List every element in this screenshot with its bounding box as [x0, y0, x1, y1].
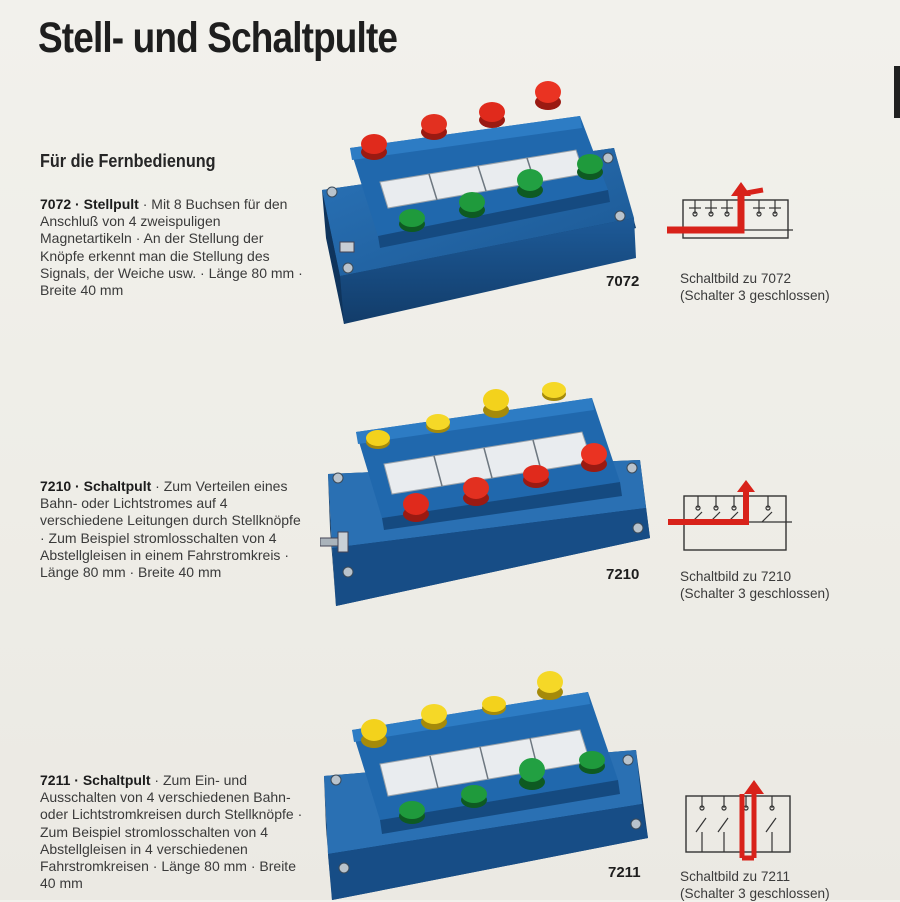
- wiring-diagram-7211: [680, 774, 800, 864]
- product-image-7072: [318, 78, 648, 326]
- product-description-7211: [40, 772, 308, 892]
- caption-title: Schaltbild zu 7211: [680, 869, 791, 884]
- product-text: · Mit 8 Buchsen für den Anschluß von 4 zweispuligen Magnetartikeln · An der Stellung der Knöpfe erkennt man die Stellung des Signals, der Weiche usw. · Länge 80 mm · Breite 40 mm: [40, 196, 303, 299]
- product-description-7210: [40, 478, 308, 581]
- page-title: Stell- und Schaltpulte: [38, 14, 398, 62]
- product-text: · Zum Verteilen eines Bahn- oder Lichtstromes auf 4 verschiedene Leitungen durch Stellknöpfe · Zum Beispiel stromlosschalten von 4 Abstellgleisen in einem Fahrstromkreis · Länge 80 mm · Breite 40 mm: [40, 478, 301, 581]
- wiring-diagram-7072: [665, 180, 795, 250]
- section-subheading: Für die Fernbedienung: [40, 151, 216, 171]
- product-description-7072: [40, 196, 308, 299]
- product-image-7211: [318, 668, 653, 900]
- caption-note: (Schalter 3 geschlossen): [680, 886, 830, 901]
- product-name: Schaltpult: [83, 478, 152, 494]
- caption-title: Schaltbild zu 7072: [680, 271, 792, 286]
- caption-7072: [680, 270, 900, 304]
- product-name: Schaltpult: [82, 772, 151, 788]
- caption-7210: [680, 568, 900, 602]
- model-label-7072: 7072: [606, 273, 640, 290]
- model-label-7211: 7211: [608, 864, 641, 881]
- caption-7211: [680, 868, 900, 902]
- wiring-diagram-7210: [666, 478, 796, 558]
- product-number: 7072: [40, 196, 72, 212]
- product-number: 7210: [40, 478, 72, 494]
- product-number: 7211: [40, 772, 71, 788]
- separator: ·: [71, 478, 84, 494]
- separator: ·: [71, 196, 84, 212]
- product-image-7210: [320, 378, 655, 610]
- model-label-7210: 7210: [606, 566, 640, 583]
- product-text: · Zum Ein- und Ausschalten von 4 verschiedenen Bahn- oder Lichtstromkreisen durch Stellknöpfe · Zum Beispiel stromlosschalten von 4 Abstellgleisen in 4 verschiedenen Fahrstromkreisen · Länge 80 mm · Breite 40 mm: [40, 772, 303, 892]
- separator: ·: [70, 772, 83, 788]
- caption-note: (Schalter 3 geschlossen): [680, 586, 830, 601]
- page-edge-mark: [894, 66, 900, 118]
- caption-note: (Schalter 3 geschlossen): [680, 288, 830, 303]
- caption-title: Schaltbild zu 7210: [680, 569, 792, 584]
- product-name: Stellpult: [83, 196, 139, 212]
